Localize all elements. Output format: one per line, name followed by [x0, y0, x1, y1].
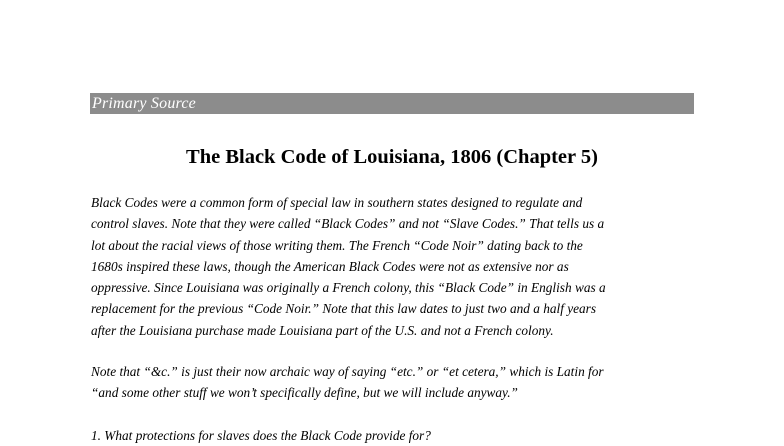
intro-paragraph — [91, 192, 701, 341]
section-label: Primary Source — [92, 95, 196, 112]
question-1 — [91, 425, 701, 446]
note-line: “and some other stuff we won’t specifically define, but we will include anyway.” — [91, 385, 518, 401]
intro-line: oppressive. Since Louisiana was originally a French colony, this “Black Code” in English was a — [91, 280, 606, 296]
question-1-text: 1. What protections for slaves does the Black Code provide for? — [91, 428, 431, 443]
note-paragraph — [91, 361, 701, 404]
intro-line: replacement for the previous “Code Noir.” Note that this law dates to just two and a half years — [91, 301, 597, 317]
intro-line: 1680s inspired these laws, though the American Black Codes were not as extensive nor as — [91, 258, 569, 274]
intro-line: control slaves. Note that they were called “Black Codes” and not “Slave Codes.” That tells us a — [91, 216, 605, 232]
intro-line: lot about the racial views of those writing them. The French “Code Noir” dating back to the — [91, 237, 583, 253]
primary-source-banner — [90, 93, 694, 114]
document-title: The Black Code of Louisiana, 1806 (Chapter 5) — [186, 146, 598, 168]
intro-line: after the Louisiana purchase made Louisiana part of the U.S. and not a French colony. — [91, 322, 554, 338]
intro-line: Black Codes were a common form of special law in southern states designed to regulate and — [91, 195, 583, 210]
note-line: Note that “&c.” is just their now archaic way of saying “etc.” or “et cetera,” which is Latin for — [91, 364, 604, 379]
